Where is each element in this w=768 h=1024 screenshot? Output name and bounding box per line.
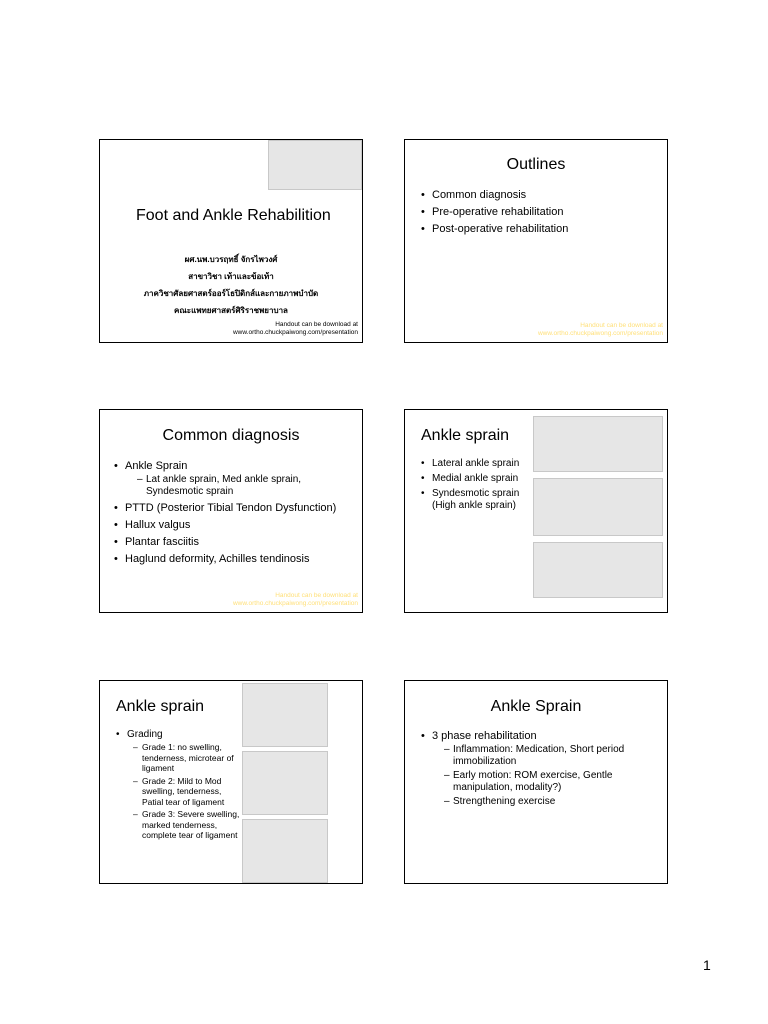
author-line: ภาควิชาศัลยศาสตร์ออร์โธปิดิกส์และกายภาพบำบัด xyxy=(143,289,319,298)
sub-item: – Grade 2: Mild to Mod swelling, tenderness, Patial tear of ligament xyxy=(133,776,240,808)
handout-note: Handout can be download at www.ortho.chuckpaiwong.com/presentation xyxy=(232,592,358,607)
bullet-list xyxy=(114,459,350,569)
list-item: • Hallux valgus xyxy=(114,518,350,532)
list-item: • Medial ankle sprain xyxy=(421,473,529,485)
slide-title-text: Outlines xyxy=(506,156,566,173)
foot-photo-3 xyxy=(242,819,328,883)
list-item: • Haglund deformity, Achilles tendinosis xyxy=(114,552,350,566)
bullet-list xyxy=(421,188,568,239)
slide-title-text: Ankle sprain xyxy=(116,698,205,715)
sub-item: – Strengthening exercise xyxy=(444,796,651,808)
list-item: • Plantar fasciitis xyxy=(114,535,350,549)
slide-common-diagnosis xyxy=(99,409,363,613)
list-item: • Common diagnosis xyxy=(421,188,568,202)
author-block xyxy=(100,251,362,319)
eversion-image xyxy=(533,478,663,536)
feet-photo xyxy=(268,140,362,190)
sub-item: – Inflammation: Medication, Short period immobilization xyxy=(444,744,651,768)
author-line: สาขาวิชา เท้าและข้อเท้า xyxy=(188,272,274,281)
bullet-list xyxy=(116,729,240,844)
slide-title-text: Ankle sprain xyxy=(421,427,510,444)
inversion-image xyxy=(533,416,663,472)
handout-note: Handout can be download at www.ortho.chuckpaiwong.com/presentation xyxy=(537,322,663,337)
handout-note: Handout can be download at www.ortho.chuckpaiwong.com/presentation xyxy=(232,321,358,336)
list-item: • Pre-operative rehabilitation xyxy=(421,205,568,219)
slide-ankle-sprain-grading xyxy=(99,680,363,884)
list-item: • PTTD (Posterior Tibial Tendon Dysfunction) xyxy=(114,501,350,515)
slide-ankle-sprain-types xyxy=(404,409,668,613)
sub-item: – Grade 3: Severe swelling, marked tenderness, complete tear of ligament xyxy=(133,809,240,841)
author-line: คณะแพทยศาสตร์ศิริราชพยาบาล xyxy=(174,306,288,315)
foot-photo-2 xyxy=(242,751,328,815)
author-line: ผศ.นพ.บวรฤทธิ์ จักรไพวงศ์ xyxy=(184,255,278,264)
list-item: • Ankle Sprain – Lat ankle sprain, Med ankle sprain, Syndesmotic sprain xyxy=(114,459,350,498)
sub-item: – Early motion: ROM exercise, Gentle manipulation, modality?) xyxy=(444,770,651,794)
slide-title-text: Ankle Sprain xyxy=(490,698,582,715)
sprain-illustrations xyxy=(533,416,663,608)
sub-item: – Lat ankle sprain, Med ankle sprain, Syndesmotic sprain xyxy=(137,474,350,498)
bullet-list xyxy=(421,729,651,811)
list-item: • Grading – Grade 1: no swelling, tenderness, microtear of ligament – Grade 2: Mild to Mod swelling, tenderness, Patial tear of ligament – Grade 3: Severe swelling, marked tenderness, complete tear of ligament xyxy=(116,729,240,841)
list-item: • Post-operative rehabilitation xyxy=(421,222,568,236)
list-item: • 3 phase rehabilitation – Inflammation: Medication, Short period immobilization – Early motion: ROM exercise, Gentle manipulation, modality?) – Strengthening exercise xyxy=(421,729,651,808)
high-ankle-sprain-image xyxy=(533,542,663,598)
list-item: • Syndesmotic sprain (High ankle sprain) xyxy=(421,488,529,512)
foot-photo-1 xyxy=(242,683,328,747)
page-number: 1 xyxy=(703,957,711,973)
sub-item: – Grade 1: no swelling, tenderness, microtear of ligament xyxy=(133,742,240,774)
slide-title-text: Foot and Ankle Rehabilition xyxy=(136,207,331,224)
list-item: • Lateral ankle sprain xyxy=(421,458,529,470)
slide-ankle-sprain-rehab xyxy=(404,680,668,884)
bullet-list xyxy=(421,458,529,515)
slide-title xyxy=(99,139,363,343)
slide-outlines xyxy=(404,139,668,343)
slide-title-text: Common diagnosis xyxy=(162,427,300,444)
